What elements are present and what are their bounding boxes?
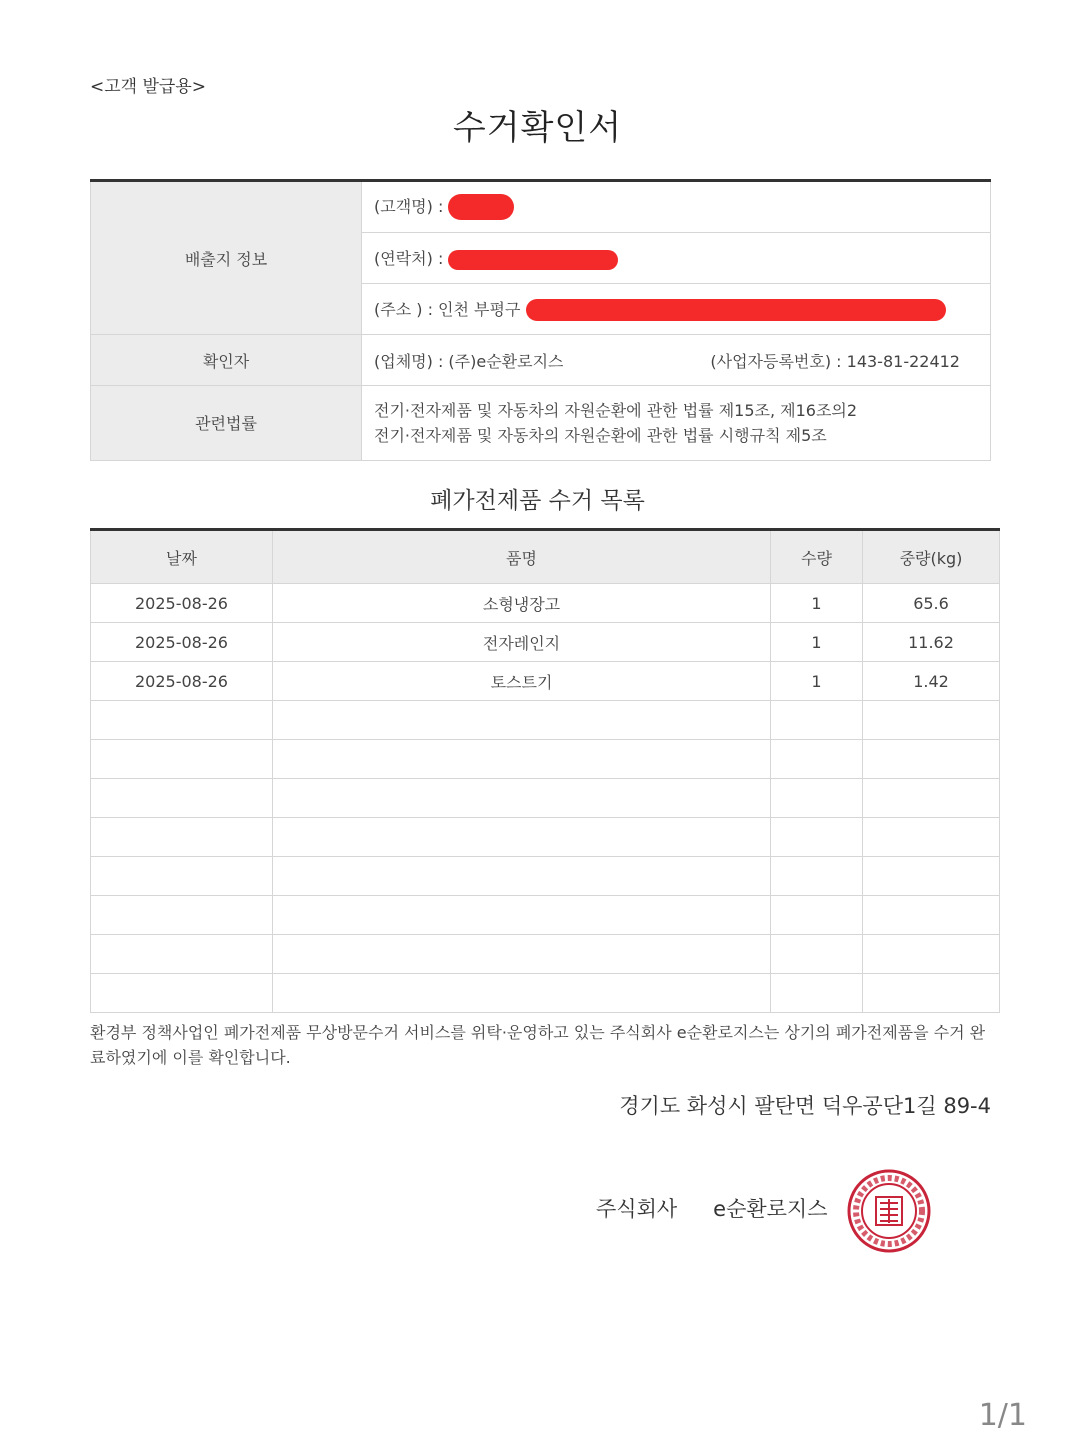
law-line-1: 전기·전자제품 및 자동차의 자원순환에 관한 법률 제15조, 제16조의2	[374, 401, 858, 420]
item-name-cell	[273, 701, 771, 740]
weight-cell	[863, 701, 1000, 740]
law-header: 관련법률	[91, 386, 362, 461]
address-label: (주소 ) : 인천 부평구	[374, 299, 521, 319]
date-cell	[91, 701, 273, 740]
table-row	[91, 818, 1000, 857]
item-name-cell: 소형냉장고	[273, 584, 771, 623]
confirmation-notice: 환경부 정책사업인 폐가전제품 무상방문수거 서비스를 위탁·운영하고 있는 주식회사 e순환로지스는 상기의 폐가전제품을 수거 완료하였기에 이를 확인합니다.	[90, 1023, 986, 1067]
weight-cell	[863, 935, 1000, 974]
date-cell	[91, 974, 273, 1013]
confirmer-header: 확인자	[91, 335, 362, 386]
weight-cell: 11.62	[863, 623, 1000, 662]
contact-label: (연락처) :	[374, 249, 444, 269]
law-line-2: 전기·전자제품 및 자동차의 자원순환에 관한 법률 시행규칙 제5조	[374, 426, 827, 445]
item-name-cell	[273, 896, 771, 935]
item-name-cell	[273, 740, 771, 779]
column-header-weight: 중량(kg)	[863, 530, 1000, 584]
quantity-cell: 1	[771, 623, 863, 662]
table-row	[91, 896, 1000, 935]
quantity-cell	[771, 818, 863, 857]
copy-label: <고객 발급용>	[90, 77, 207, 97]
table-row	[91, 623, 1000, 662]
table-row	[91, 701, 1000, 740]
date-cell	[91, 740, 273, 779]
company-seal-icon	[846, 1169, 932, 1253]
company-prefix: 주식회사	[596, 1197, 678, 1221]
quantity-cell	[771, 974, 863, 1013]
company-signature	[596, 1193, 828, 1223]
table-row	[91, 974, 1000, 1013]
redaction-mark	[448, 250, 618, 270]
redaction-mark	[526, 299, 946, 321]
table-row	[91, 584, 1000, 623]
date-cell: 2025-08-26	[91, 662, 273, 701]
contact-cell	[362, 233, 991, 284]
table-row	[91, 935, 1000, 974]
quantity-cell	[771, 701, 863, 740]
weight-cell	[863, 779, 1000, 818]
date-cell	[91, 896, 273, 935]
table-row	[91, 740, 1000, 779]
date-cell	[91, 935, 273, 974]
item-name-cell	[273, 779, 771, 818]
law-cell	[362, 386, 991, 461]
redaction-mark	[448, 194, 514, 220]
weight-cell: 65.6	[863, 584, 1000, 623]
confirmer-cell	[362, 335, 991, 386]
weight-cell	[863, 857, 1000, 896]
weight-cell	[863, 818, 1000, 857]
quantity-cell	[771, 779, 863, 818]
item-name-cell	[273, 818, 771, 857]
date-cell: 2025-08-26	[91, 584, 273, 623]
address-cell	[362, 284, 991, 335]
origin-info-header: 배출지 정보	[91, 181, 362, 335]
date-cell	[91, 818, 273, 857]
column-header-date: 날짜	[91, 530, 273, 584]
item-name-cell: 전자레인지	[273, 623, 771, 662]
column-header-item: 품명	[273, 530, 771, 584]
item-name-cell	[273, 857, 771, 896]
table-row	[91, 779, 1000, 818]
date-cell: 2025-08-26	[91, 623, 273, 662]
customer-name-cell	[362, 181, 991, 233]
column-header-quantity: 수량	[771, 530, 863, 584]
item-name-cell	[273, 935, 771, 974]
table-row	[91, 662, 1000, 701]
items-table	[90, 528, 1000, 1013]
item-name-cell	[273, 974, 771, 1013]
weight-cell	[863, 740, 1000, 779]
weight-cell: 1.42	[863, 662, 1000, 701]
table-row	[91, 857, 1000, 896]
quantity-cell: 1	[771, 584, 863, 623]
date-cell	[91, 779, 273, 818]
quantity-cell	[771, 857, 863, 896]
document-title: 수거확인서	[452, 108, 623, 148]
customer-name-label: (고객명) :	[374, 196, 444, 216]
info-table	[90, 179, 991, 461]
business-number-label: (사업자등록번호) : 143-81-22412	[710, 351, 960, 371]
list-title: 폐가전제품 수거 목록	[430, 488, 645, 514]
quantity-cell: 1	[771, 662, 863, 701]
company-name-label: (업체명) : (주)e순환로지스	[374, 351, 564, 371]
quantity-cell	[771, 740, 863, 779]
page-indicator: 1/1	[978, 1398, 1027, 1433]
quantity-cell	[771, 935, 863, 974]
weight-cell	[863, 974, 1000, 1013]
item-name-cell: 토스트기	[273, 662, 771, 701]
date-cell	[91, 857, 273, 896]
company-address: 경기도 화성시 팔탄면 덕우공단1길 89-4	[619, 1094, 991, 1118]
quantity-cell	[771, 896, 863, 935]
weight-cell	[863, 896, 1000, 935]
company-name: e순환로지스	[713, 1197, 828, 1221]
